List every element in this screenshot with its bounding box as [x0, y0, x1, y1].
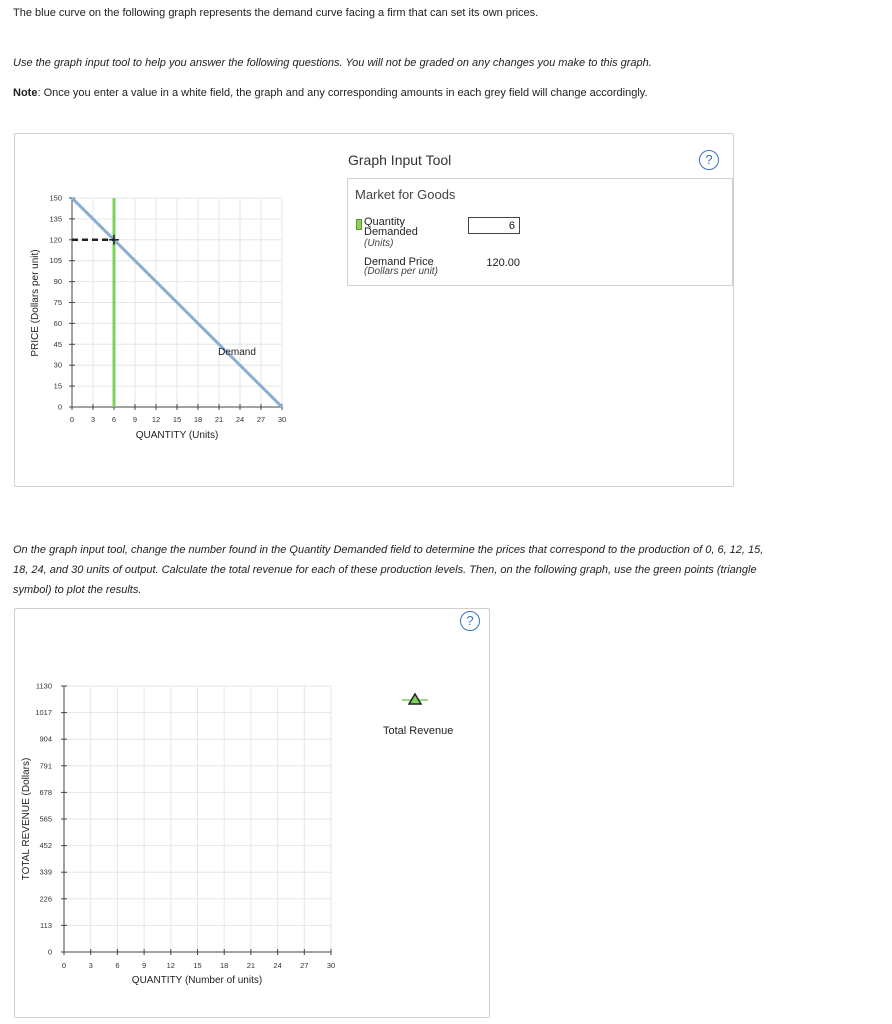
demand-chart-xlabel: QUANTITY (Units) [135, 430, 219, 441]
x-tick-label: 0 [61, 961, 67, 970]
total-revenue-chart-grid [64, 686, 331, 952]
demand-price-value: 120.00 [486, 257, 520, 269]
y-tick-label: 113 [40, 920, 52, 930]
question-paragraph: On the graph input tool, change the number found in the Quantity Demanded field to determine the prices that correspond to the production of 0, 6, 12, 15, 18, 24, and 30 units of output. Calculate the total revenue for each of these production levels. Then, on the following graph, use the green points (triangle symbol) to plot the results. [13, 544, 764, 596]
y-tick-label: 904 [39, 734, 52, 744]
x-tick-label: 30 [326, 961, 336, 970]
y-tick-label: 339 [39, 867, 52, 877]
y-tick-label: 135 [49, 214, 62, 224]
x-tick-label: 12 [151, 415, 161, 424]
x-tick-label: 0 [69, 415, 75, 424]
quantity-demanded-label: Quantity Demanded [364, 216, 418, 238]
market-title: Market for Goods [355, 187, 456, 202]
help-icon[interactable]: ? [699, 150, 719, 170]
y-tick-label: 105 [49, 256, 62, 266]
y-tick-label: 452 [39, 841, 52, 851]
intro-text: The blue curve on the following graph represents the demand curve facing a firm that can set its own prices. [13, 7, 539, 19]
y-tick-label: 226 [39, 894, 52, 904]
y-tick-label: 75 [53, 298, 62, 307]
x-tick-label: 12 [166, 961, 175, 970]
x-tick-label: 15 [193, 961, 202, 970]
y-tick-label: 150 [49, 193, 62, 203]
x-tick-label: 24 [273, 961, 282, 970]
quantity-demanded-unit: (Units) [364, 238, 394, 249]
x-tick-label: 6 [111, 415, 117, 424]
demand-price-unit: (Dollars per unit) [364, 266, 438, 277]
x-tick-label: 6 [115, 961, 120, 970]
total-revenue-legend-label: Total Revenue [383, 725, 454, 737]
y-tick-label: 30 [53, 360, 62, 370]
note-body: : Once you enter a value in a white field, the graph and any corresponding amounts in each grey field will change accordingly. [37, 87, 648, 99]
y-tick-label: 0 [57, 402, 62, 412]
total-revenue-chart-xlabel: QUANTITY (Number of units) [131, 975, 263, 986]
y-tick-label: 60 [53, 318, 62, 328]
y-tick-label: 791 [39, 761, 52, 771]
y-tick-label: 1017 [35, 708, 52, 718]
help-icon-2[interactable]: ? [460, 611, 480, 631]
note-label: Note [13, 87, 38, 99]
x-tick-label: 9 [142, 961, 147, 970]
instruction-text: Use the graph input tool to help you answer the following questions. You will not be graded on any changes you make to this graph. [13, 57, 652, 69]
demand-series-label: Demand [218, 347, 256, 358]
y-tick-label: 45 [53, 339, 62, 349]
x-tick-label: 27 [300, 961, 309, 970]
total-revenue-legend-triangle-icon[interactable] [402, 694, 428, 704]
x-tick-label: 24 [235, 415, 245, 424]
y-tick-label: 0 [47, 947, 52, 957]
y-tick-label: 120 [49, 235, 62, 245]
demand-price-label: Demand Price [364, 256, 434, 268]
x-tick-label: 21 [214, 415, 224, 424]
graph-input-tool-title: Graph Input Tool [348, 152, 452, 168]
x-tick-label: 3 [90, 415, 96, 424]
x-tick-label: 27 [256, 415, 266, 424]
total-revenue-chart-ticks [35, 682, 335, 971]
y-tick-label: 678 [39, 787, 52, 797]
y-tick-label: 565 [39, 814, 52, 824]
y-tick-label: 1130 [35, 681, 52, 691]
x-tick-label: 21 [246, 961, 256, 970]
x-tick-label: 9 [132, 415, 138, 424]
x-tick-label: 18 [220, 961, 229, 970]
x-tick-label: 18 [193, 415, 203, 424]
y-tick-label: 15 [53, 381, 62, 391]
x-tick-label: 15 [172, 415, 182, 424]
x-tick-label: 30 [277, 415, 287, 424]
y-tick-label: 90 [53, 277, 62, 287]
demand-chart-ylabel: PRICE (Dollars per unit) [30, 249, 41, 357]
total-revenue-chart-ylabel: TOTAL REVENUE (Dollars) [21, 757, 32, 881]
x-tick-label: 3 [88, 961, 93, 970]
